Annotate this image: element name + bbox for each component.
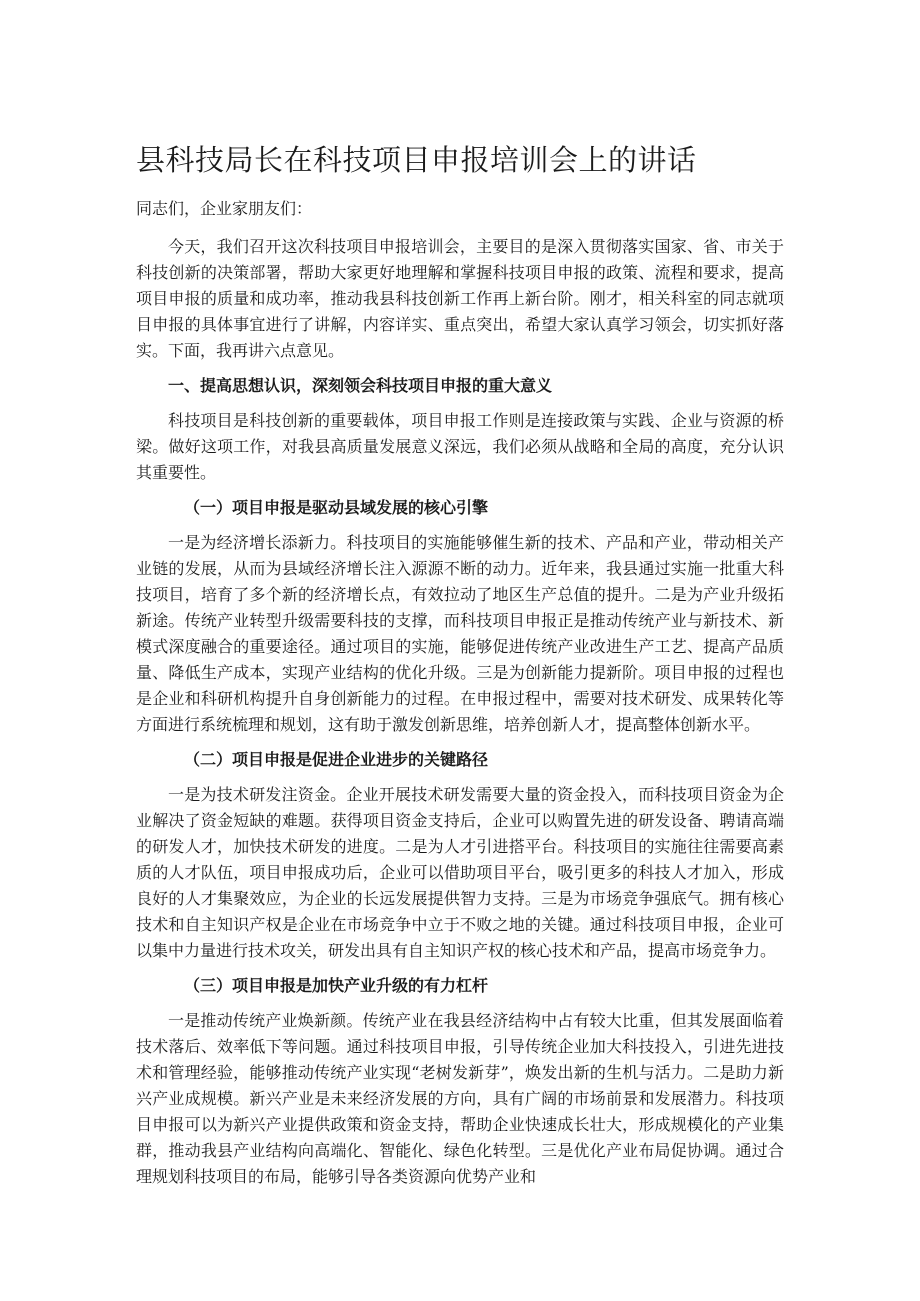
- document-page: [136, 140, 784, 1199]
- section-1-heading: 一、提高思想认识，深刻领会科技项目申报的重大意义: [168, 376, 553, 395]
- subsection-2-body: 一是为技术研发注资金。企业开展技术研发需要大量的资金投入，而科技项目资金为企业解决了资金短缺的难题。获得项目资金支持后，企业可以购置先进的研发设备、聘请高端的研发人才，加快技术研发的进度。二是为人才引进搭平台。科技项目的实施往往需要高素质的人才队伍，项目申报成功后，企业可以借助项目平台，吸引更多的科技人才加入，形成良好的人才集聚效应，为企业的长远发展提供智力支持。三是为市场竞争强底气。拥有核心技术和自主知识产权是企业在市场竞争中立于不败之地的关键。通过科技项目申报，企业可以集中力量进行技术攻关，研发出具有自主知识产权的核心技术和产品，提高市场竞争力。: [136, 785, 784, 960]
- salutation: 同志们，企业家朋友们：: [136, 199, 313, 218]
- subsection-1-heading: （一）项目申报是驱动县域发展的核心引擎: [184, 498, 489, 517]
- intro-paragraph: 今天，我们召开这次科技项目申报培训会，主要目的是深入贯彻落实国家、省、市关于科技创新的决策部署，帮助大家更好地理解和掌握科技项目申报的政策、流程和要求，提高项目申报的质量和成功率，推动我县科技创新工作再上新台阶。刚才，相关科室的同志就项目申报的具体事宜进行了讲解，内容详实、重点突出，希望大家认真学习领会，切实抓好落实。下面，我再讲六点意见。: [136, 237, 784, 360]
- section-1-intro: 科技项目是科技创新的重要载体，项目申报工作则是连接政策与实践、企业与资源的桥梁。做好这项工作，对我县高质量发展意义深远，我们必须从战略和全局的高度，充分认识其重要性。: [136, 411, 784, 482]
- subsection-2-heading: （二）项目申报是促进企业进步的关键路径: [184, 750, 489, 769]
- subsection-1-body: 一是为经济增长添新力。科技项目的实施能够催生新的技术、产品和产业，带动相关产业链的发展，从而为县域经济增长注入源源不断的动力。近年来，我县通过实施一批重大科技项目，培育了多个新的经济增长点，有效拉动了地区生产总值的提升。二是为产业升级拓新途。传统产业转型升级需要科技的支撑，而科技项目申报正是推动传统产业与新技术、新模式深度融合的重要途径。通过项目的实施，能够促进传统产业改进生产工艺、提高产品质量、降低生产成本，实现产业结构的优化升级。三是为创新能力提新阶。项目申报的过程也是企业和科研机构提升自身创新能力的过程。在申报过程中，需要对技术研发、成果转化等方面进行系统梳理和规划，这有助于激发创新思维，培养创新人才，提高整体创新水平。: [136, 533, 784, 734]
- subsection-3-heading: （三）项目申报是加快产业升级的有力杠杆: [184, 976, 489, 995]
- document-title: 县科技局长在科技项目申报培训会上的讲话: [136, 143, 697, 177]
- subsection-3-body: 一是推动传统产业焕新颜。传统产业在我县经济结构中占有较大比重，但其发展面临着技术落后、效率低下等问题。通过科技项目申报，引导传统企业加大科技投入，引进先进技术和管理经验，能够推动传统产业实现“老树发新芽”，焕发出新的生机与活力。二是助力新兴产业成规模。新兴产业是未来经济发展的方向，具有广阔的市场前景和发展潜力。科技项目申报可以为新兴产业提供政策和资金支持，帮助企业快速成长壮大，形成规模化的产业集群，推动我县产业结构向高端化、智能化、绿色化转型。三是优化产业布局促协调。通过合理规划科技项目的布局，能够引导各类资源向优势产业和: [136, 1011, 784, 1186]
